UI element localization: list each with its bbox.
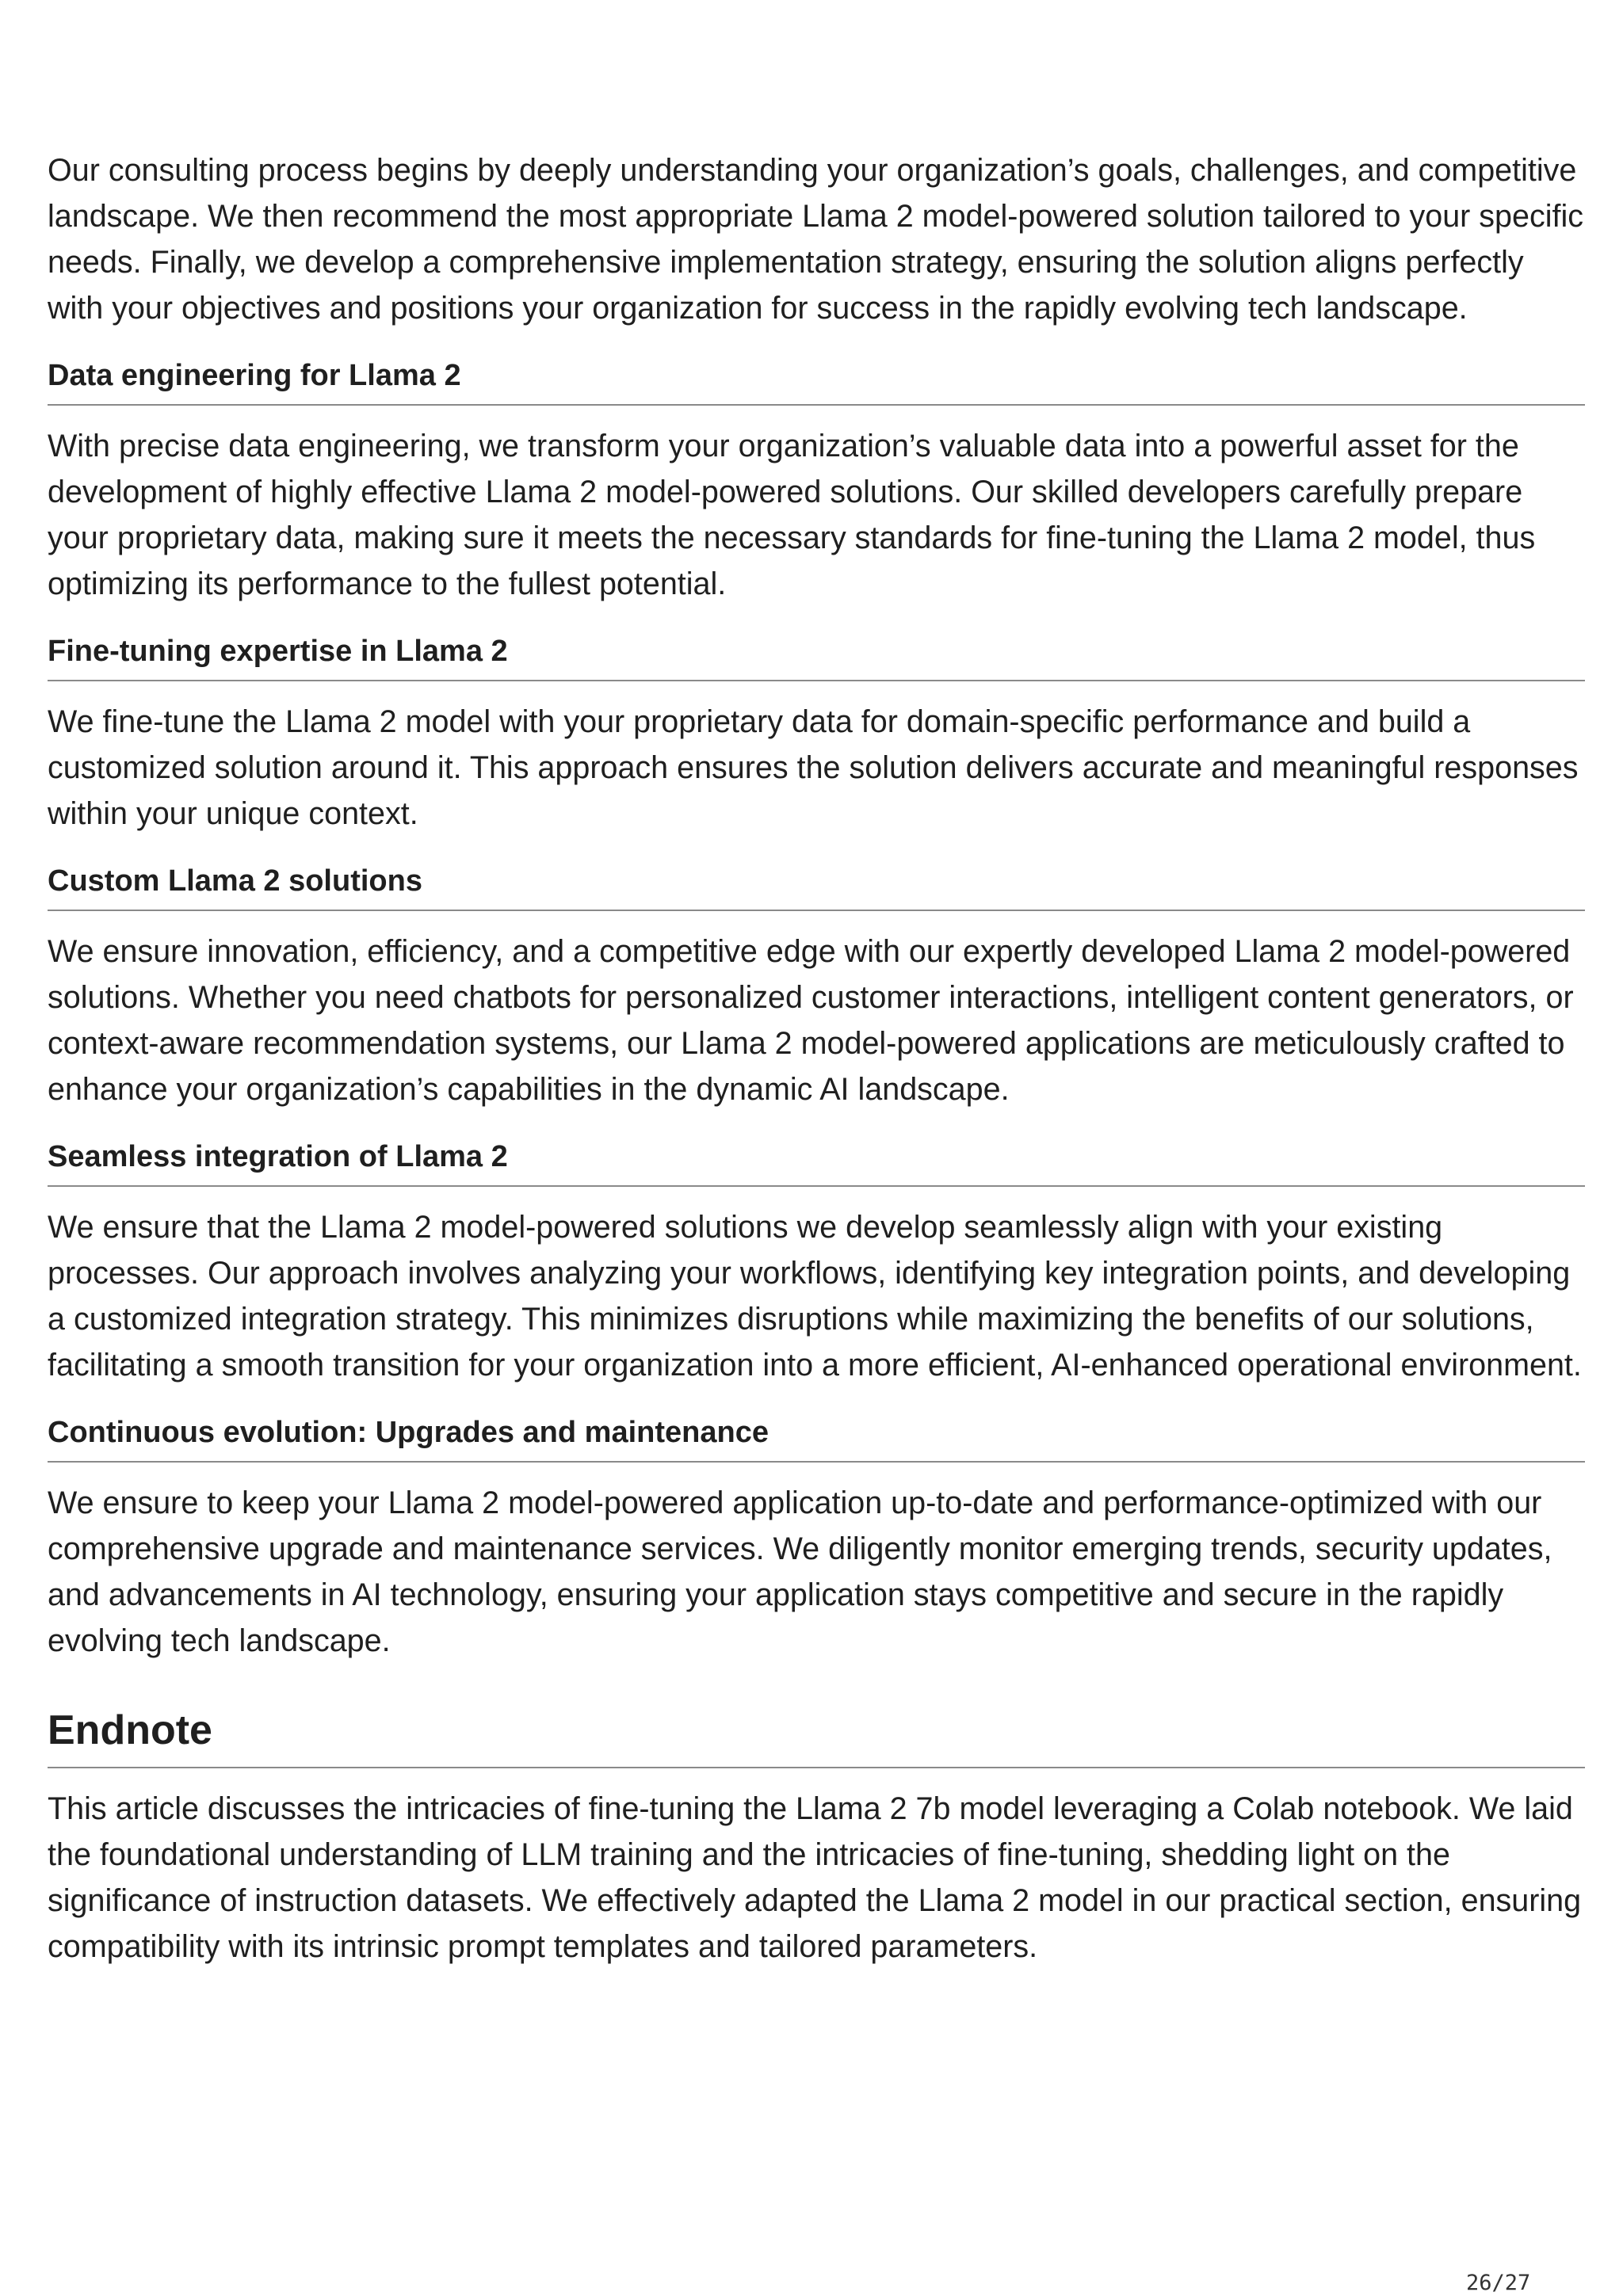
endnote-body: This article discusses the intricacies of fine-tuning the Llama 2 7b model leveraging a Colab notebook. We laid the foundational understanding of LLM training and the intricacies of fine-tuning, shedding light on the significance of instruction datasets. We effectively adapted the Llama 2 model in our practical section, ensuring compatibility with its intrinsic prompt templates and tailored parameters.	[48, 1791, 1582, 1964]
endnote-heading: Endnote	[48, 1705, 1585, 1768]
page-number: 26/27	[1466, 2271, 1531, 2295]
section-heading-data-engineering: Data engineering for Llama 2	[48, 357, 1585, 406]
section-heading-continuous-evolution: Continuous evolution: Upgrades and maintenance	[48, 1413, 1585, 1463]
section-body-fine-tuning: We fine-tune the Llama 2 model with your proprietary data for domain-specific performance and build a customized solution around it. This approach ensures the solution delivers accurate and meaningful responses within your unique context.	[48, 704, 1579, 831]
section-body-custom-solutions: We ensure innovation, efficiency, and a competitive edge with our expertly developed Llama 2 model-powered solutions. Whether you need chatbots for personalized customer interactions, intelligent content generators, or context-aware recommendation systems, our Llama 2 model-powered applications are meticulously crafted to enhance your organization’s capabilities in the dynamic AI landscape.	[48, 934, 1574, 1107]
section-heading-custom-solutions: Custom Llama 2 solutions	[48, 862, 1585, 911]
intro-paragraph: Our consulting process begins by deeply understanding your organization’s goals, challenges, and competitive landscape. We then recommend the most appropriate Llama 2 model-powered solution tailored to your specific needs. Finally, we develop a comprehensive implementation strategy, ensuring the solution aligns perfectly with your objectives and positions your organization for success in the rapidly evolving tech landscape.	[48, 153, 1584, 326]
section-body-data-engineering: With precise data engineering, we transform your organization’s valuable data into a powerful asset for the development of highly effective Llama 2 model-powered solutions. Our skilled developers carefully prepare your proprietary data, making sure it meets the necessary standards for fine-tuning the Llama 2 model, thus optimizing its performance to the fullest potential.	[48, 429, 1536, 601]
section-heading-fine-tuning: Fine-tuning expertise in Llama 2	[48, 632, 1585, 681]
section-body-continuous-evolution: We ensure to keep your Llama 2 model-powered application up-to-date and performance-optimized with our comprehensive upgrade and maintenance services. We diligently monitor emerging trends, security updates, and advancements in AI technology, ensuring your application stays competitive and secure in the rapidly evolving tech landscape.	[48, 1486, 1552, 1658]
section-heading-seamless-integration: Seamless integration of Llama 2	[48, 1138, 1585, 1187]
document-content	[48, 147, 1585, 1970]
section-body-seamless-integration: We ensure that the Llama 2 model-powered solutions we develop seamlessly align with your existing processes. Our approach involves analyzing your workflows, identifying key integration points, and developing a customized integration strategy. This minimizes disruptions while maximizing the benefits of our solutions, facilitating a smooth transition for your organization into a more efficient, AI-enhanced operational environment.	[48, 1210, 1582, 1383]
